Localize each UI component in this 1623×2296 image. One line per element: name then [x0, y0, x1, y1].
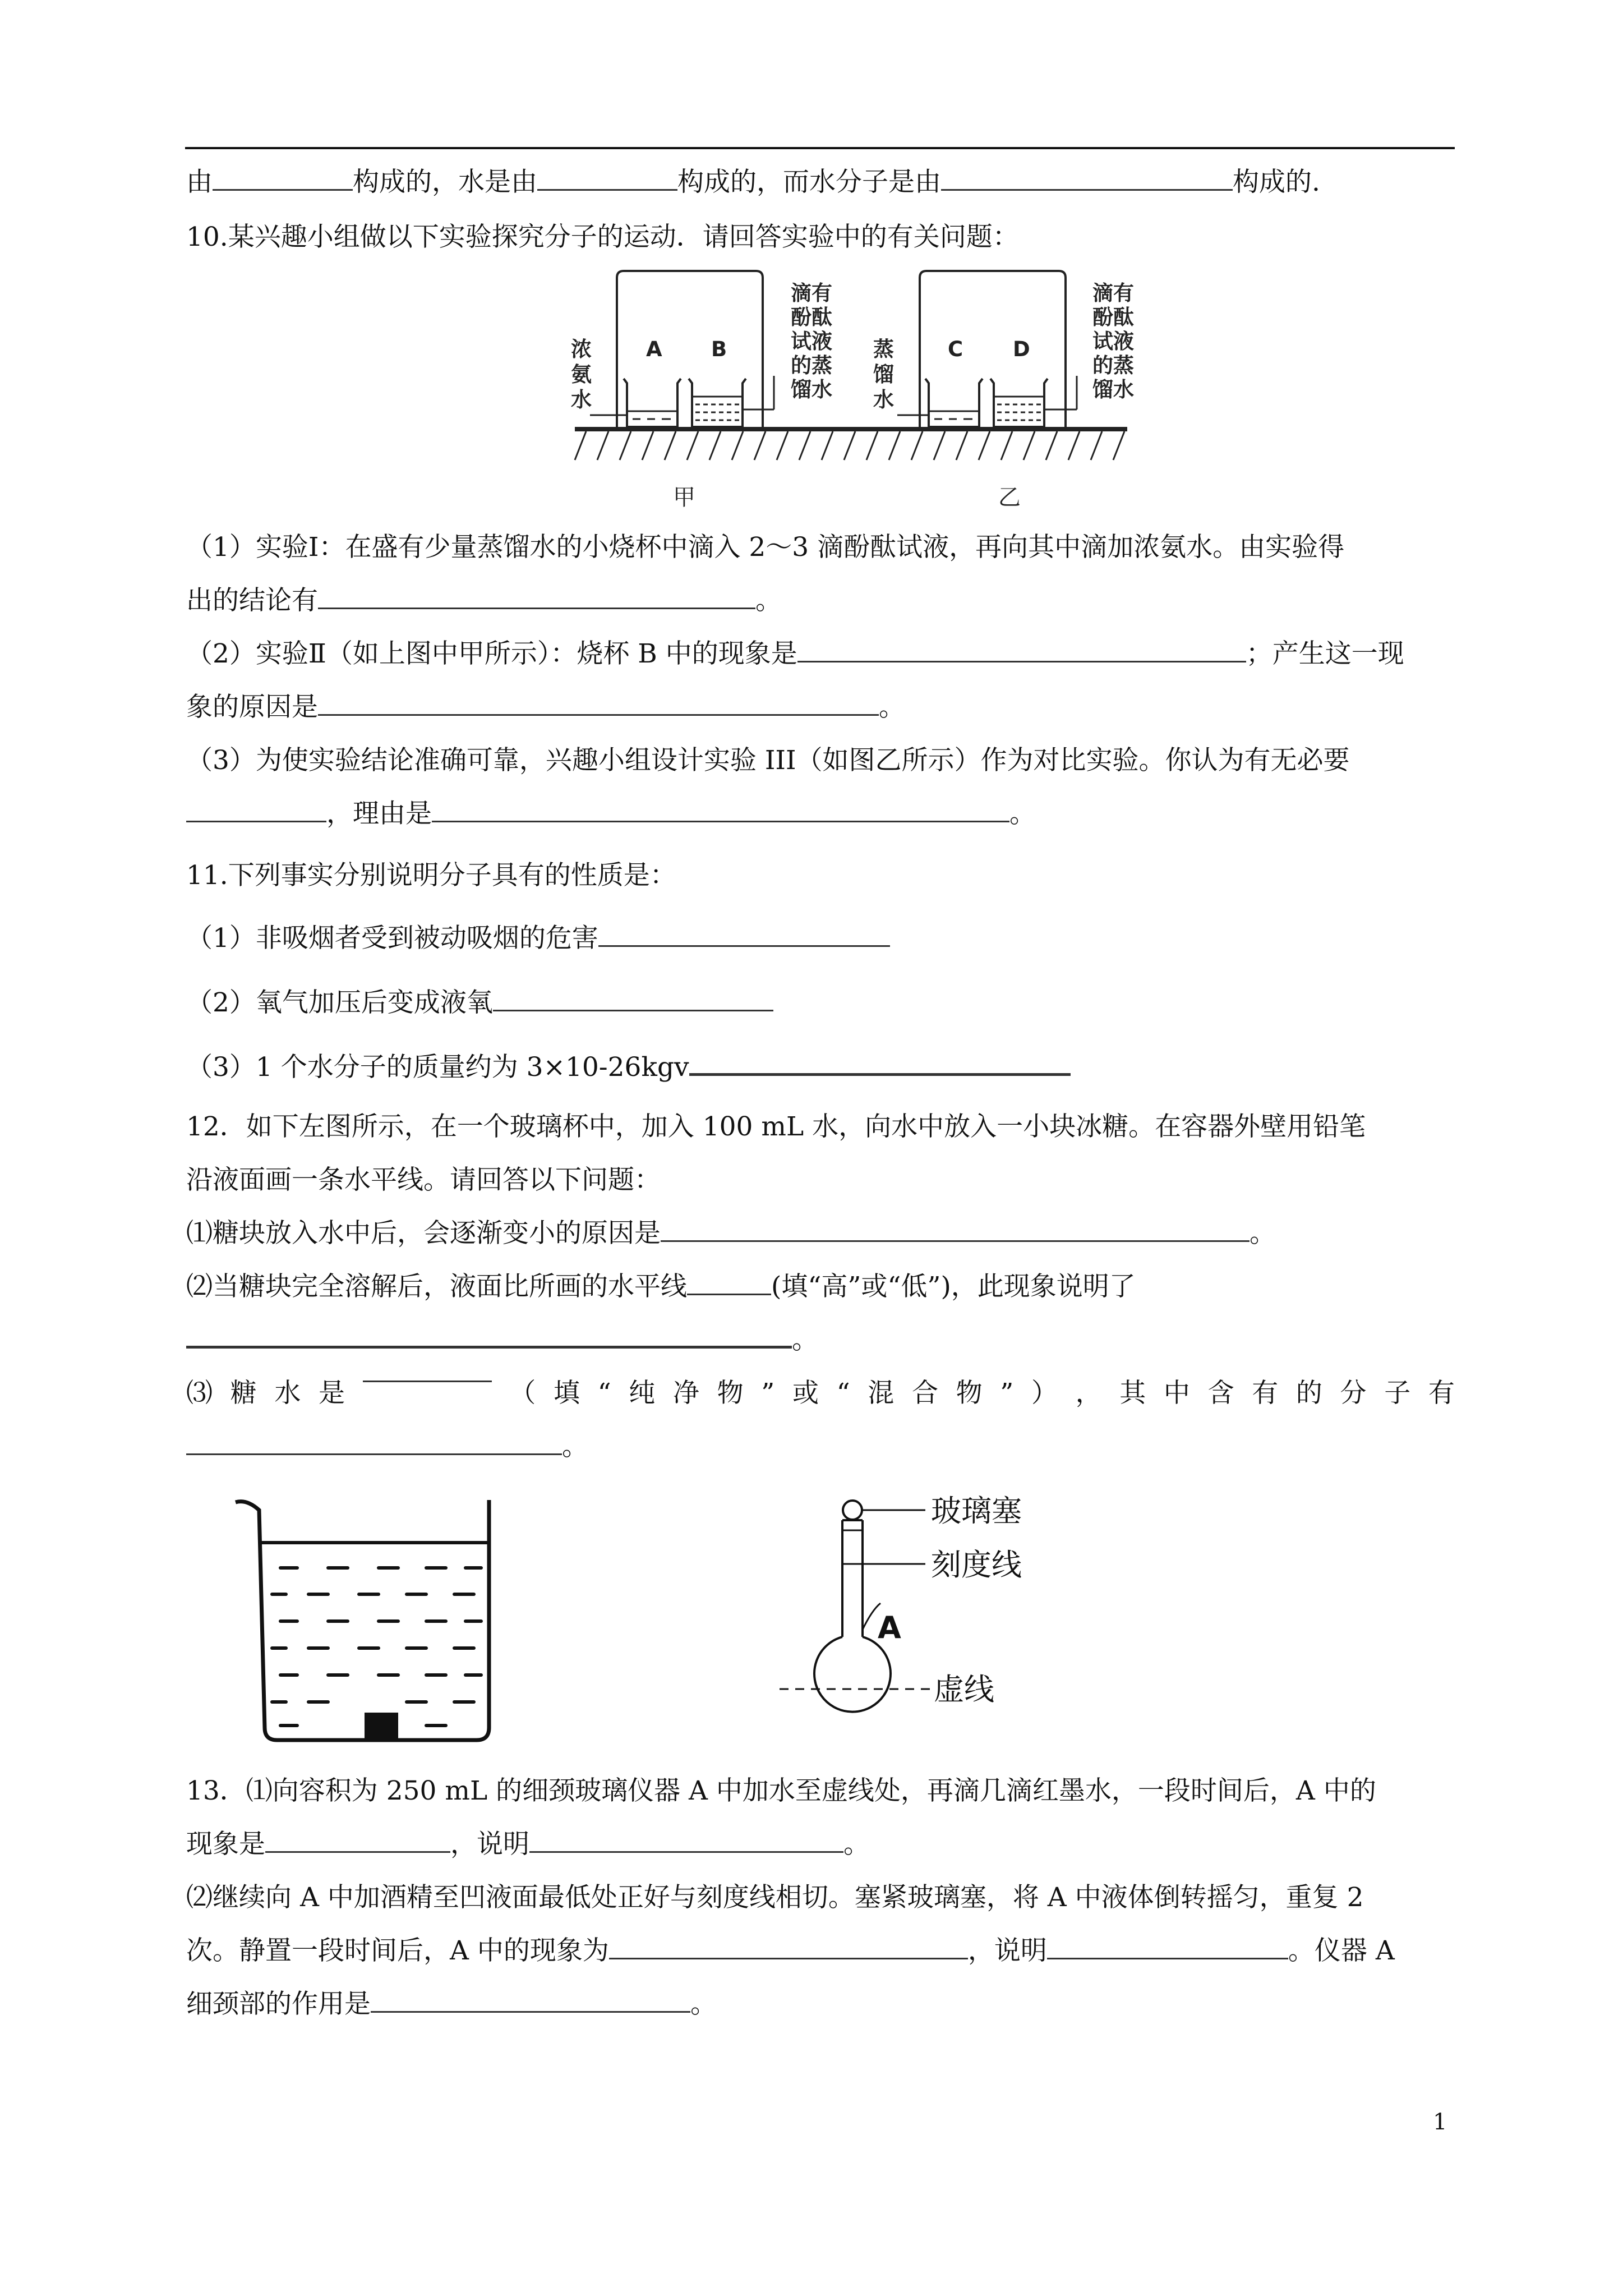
q13-line2: 现象是 ，说明 。 — [186, 1829, 870, 1860]
svg-text:的蒸: 的蒸 — [1092, 353, 1134, 378]
label-beaker-d: D — [1013, 337, 1030, 361]
answer-blank[interactable] — [689, 1068, 1071, 1076]
answer-blank[interactable] — [537, 183, 677, 191]
q12-line2: 沿液面画一条水平线。请回答以下问题： — [186, 1165, 661, 1195]
flask-bulb — [814, 1637, 891, 1712]
q12-sub3: ⑶ 糖 水 是 （ 填 “ 纯 净 物 ” 或 “ 混 合 物 ” ） ， 其 中 含 有 的 分 子 有 — [186, 1375, 1455, 1412]
caption-yi: 乙 — [998, 485, 1021, 510]
answer-blank[interactable] — [318, 708, 879, 716]
q12-sub1: ⑴糖块放入水中后，会逐渐变小的原因是 。 — [186, 1218, 1276, 1249]
label-graduation-mark: 刻度线 — [931, 1547, 1022, 1582]
sugar-cube — [365, 1713, 398, 1738]
beaker-a — [624, 379, 681, 427]
answer-blank[interactable] — [318, 602, 755, 609]
q10-p2-line2: 象的原因是 。 — [186, 692, 905, 723]
q10-p3-line1: （3）为使实验结论准确可靠，兴趣小组设计实验 III（如图乙所示）作为对比实验。你认为有无必要 — [186, 745, 1350, 776]
label-phenolphthalein-water: 滴有 — [791, 281, 832, 305]
svg-text:馏水: 馏水 — [791, 378, 832, 402]
q12-line1: 12．如下左图所示，在一个玻璃杯中，加入 100 mL 水，向水中放入一小块冰糖。在容器外壁用铅笔 — [186, 1111, 1366, 1142]
q13-line4: 次。静置一段时间后，A 中的现象为 ，说明 。仪器 A — [186, 1935, 1395, 1966]
label-flask-a: A — [878, 1610, 901, 1645]
answer-blank[interactable] — [186, 1340, 792, 1349]
q10-p3-line2: ，理由是 。 — [186, 795, 1036, 832]
label-dashed-line: 虚线 — [934, 1672, 994, 1707]
svg-text:水: 水 — [873, 388, 894, 412]
volumetric-flask-figure — [768, 1487, 1060, 1733]
q9-line: 由 构成的，水是由 构成的，而水分子是由 构成的. — [186, 167, 1320, 197]
answer-blank[interactable] — [371, 2005, 690, 2013]
beaker-c — [925, 379, 983, 427]
answer-blank[interactable] — [1047, 1952, 1288, 1959]
q11-stem: 11.下列事实分别说明分子具有的性质是： — [186, 860, 676, 891]
glass-stopper — [843, 1501, 862, 1520]
q11-item-3: （3）1 个水分子的质量约为 3×10-26kgv — [186, 1049, 1071, 1086]
label-phenolphthalein-water-2: 滴有 — [1092, 281, 1134, 305]
svg-text:试液: 试液 — [791, 329, 832, 353]
answer-blank[interactable] — [941, 183, 1233, 191]
q10-p1-line2: 出的结论有 。 — [186, 585, 782, 616]
svg-text:试液: 试液 — [1092, 329, 1134, 353]
label-beaker-c: C — [948, 337, 963, 361]
label-beaker-a: A — [646, 337, 662, 361]
answer-blank[interactable] — [186, 815, 326, 822]
q10-p1-line1: （1）实验Ⅰ：在盛有少量蒸馏水的小烧杯中滴入 2～3 滴酚酞试液，再向其中滴加浓氨水。由实验得 — [186, 532, 1345, 563]
bell-jar — [617, 271, 763, 427]
svg-text:的蒸: 的蒸 — [791, 353, 832, 378]
q10-stem: 10.某兴趣小组做以下实验探究分子的运动．请回答实验中的有关问题： — [186, 222, 1019, 252]
q12-sub2-cont: 。 — [186, 1322, 818, 1359]
svg-text:水: 水 — [571, 388, 592, 412]
beaker-d — [990, 379, 1048, 427]
svg-text:馏: 馏 — [873, 362, 894, 386]
answer-blank[interactable] — [432, 815, 1009, 822]
answer-blank[interactable] — [265, 1846, 450, 1853]
beaker-b — [689, 379, 746, 427]
svg-text:酚酞: 酚酞 — [791, 305, 832, 329]
svg-text:馏水: 馏水 — [1092, 378, 1134, 402]
answer-blank[interactable] — [493, 1004, 773, 1011]
svg-text:氨: 氨 — [571, 362, 592, 386]
answer-blank[interactable] — [186, 1448, 562, 1455]
answer-blank[interactable] — [687, 1288, 771, 1295]
header-rule — [185, 147, 1455, 149]
answer-blank[interactable] — [213, 183, 353, 191]
q13-line3: ⑵继续向 A 中加酒精至凹液面最低处正好与刻度线相切。塞紧玻璃塞，将 A 中液体倒转摇匀，重复 2 — [186, 1882, 1364, 1913]
q12-sub3-cont: 。 — [186, 1428, 588, 1465]
page-number: 1 — [1433, 2109, 1447, 2135]
label-beaker-b: B — [711, 337, 727, 361]
label-glass-stopper: 玻璃塞 — [931, 1493, 1022, 1529]
answer-blank[interactable] — [661, 1235, 1249, 1242]
answer-blank[interactable] — [598, 940, 890, 947]
label-distilled-water: 蒸 — [873, 337, 894, 361]
q11-item-1: （1）非吸烟者受到被动吸烟的危害 — [186, 920, 890, 957]
answer-blank[interactable] — [609, 1952, 968, 1959]
beaker-with-sugar-figure — [230, 1492, 522, 1745]
svg-text:酚酞: 酚酞 — [1092, 305, 1134, 329]
label-conc-ammonia: 浓 — [571, 337, 592, 361]
q13-line5: 细颈部的作用是 。 — [186, 1989, 717, 2019]
caption-jia: 甲 — [673, 485, 695, 510]
q12-sub2: ⑵当糖块完全溶解后，液面比所画的水平线 (填“高”或“低”)，此现象说明了 — [186, 1271, 1136, 1302]
answer-blank[interactable] — [797, 655, 1246, 662]
q10-p2-line1: （2）实验Ⅱ（如上图中甲所示）：烧杯 B 中的现象是 ；产生这一现 — [186, 638, 1404, 669]
molecule-motion-apparatus-figure — [561, 266, 1141, 513]
q11-item-2: （2）氧气加压后变成液氧 — [186, 984, 773, 1022]
answer-blank[interactable] — [529, 1846, 843, 1853]
answer-blank[interactable] — [363, 1375, 492, 1382]
q13-line1: 13．⑴向容积为 250 mL 的细颈玻璃仪器 A 中加水至虚线处，再滴几滴红墨水，一段时间后，A 中的 — [186, 1775, 1376, 1806]
